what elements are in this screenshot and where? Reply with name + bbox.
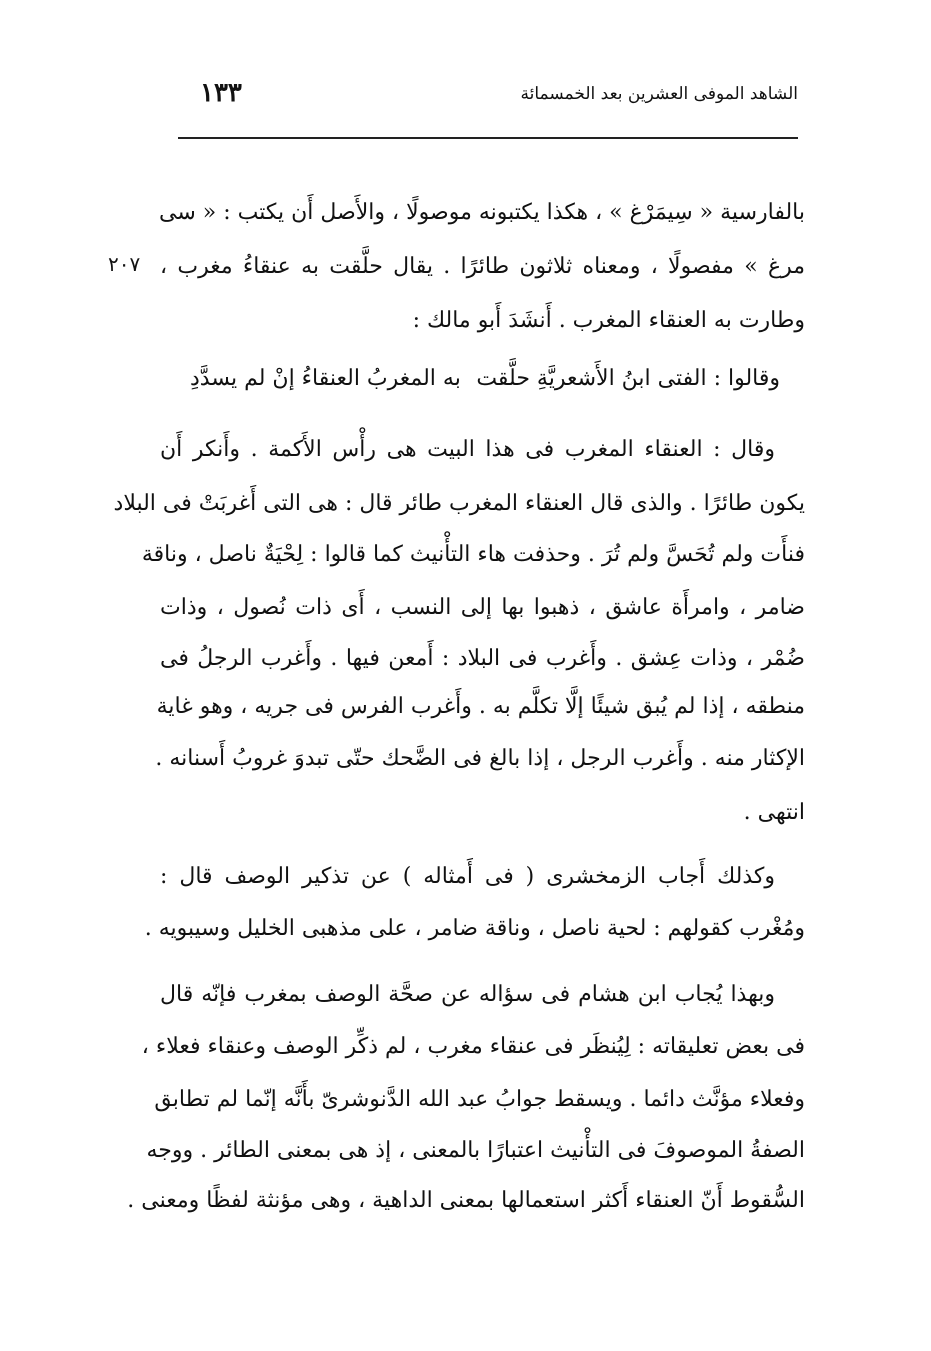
text-line: ضُمْر ، وذات عِشق . وأَغرب فى البلاد : أَمعن فيها . وأَغرب الرجلُ فى (160, 646, 805, 671)
text-line: ضامر ، وامرأَة عاشق ، ذهبوا بها إلى النسب ، أَى ذات نُصول ، وذات (160, 595, 805, 620)
text-line: الصفةُ الموصوفَ فى التأْنيث اعتبارًا بالمعنى ، إذ هى بمعنى الطائر . ووجه (146, 1138, 805, 1163)
text-line: وكذلك أَجاب الزمخشرى ( فى أَمثاله ) عن تذكير الوصف قال : (160, 864, 775, 889)
text-line: انتهى . (743, 800, 805, 825)
text-line: ومُغْرب كقولهم : لحية ناصل ، وناقة ضامر ، على مذهبى الخليل وسيبويه . (144, 916, 805, 941)
text-line: وفعلاء مؤنَّث دائما . ويسقط جوابُ عبد الله الدَّنوشرىّ بأَنَّه إنّما لم تطابق (154, 1087, 805, 1112)
page-number: ١٣٣ (200, 78, 242, 108)
page-header (178, 78, 798, 118)
text-line: فى بعض تعليقاته : لِيُنظَر فى عنقاء مغرب ، لم ذكِّر الوصف وعنقاء فعلاء ، (141, 1034, 805, 1059)
verse-second-hemistich: به المغربُ العنقاءُ إنْ لم يسدَّدِ (190, 366, 461, 391)
text-line: الإكثار منه . وأَغرب الرجل ، إذا بالغ فى الضَّحك حتّى تبدوَ غروبُ أَسنانه . (155, 746, 805, 771)
text-line: وبهذا يُجاب ابن هشام فى سؤاله عن صحَّة الوصف بمغرب فإنّه قال (160, 982, 775, 1007)
margin-note: ٢٠٧ (108, 252, 141, 276)
header-rule (178, 137, 798, 139)
verse-first-hemistich: وقالوا : الفتى ابنُ الأَشعريَّةِ حلَّقت (476, 366, 780, 391)
text-line: يكون طائرًا . والذى قال العنقاء المغرب طائر قال : هى التى أَغربَتْ فى البلاد (113, 491, 805, 516)
text-line: السُّقوط أَنّ العنقاء أَكثر استعمالها بمعنى الداهية ، وهى مؤنثة لفظًا ومعنى . (127, 1188, 805, 1213)
poetry-verse (190, 366, 780, 398)
text-line: بالفارسية « سِيمَرْغ » ، هكذا يكتبونه موصولًا ، والأَصل أَن يكتب : « سى (159, 200, 805, 225)
text-line: وقال : العنقاء المغرب فى هذا البيت هى رأْس الأَكمة . وأَنكر أَن (160, 437, 775, 462)
running-title: الشاهد الموفى العشرين بعد الخمسمائة (520, 84, 798, 104)
text-line: منطقه ، إذا لم يُبق شيئًا إلَّا تكلَّم به . وأَغرب الفرس فى جريه ، وهو غاية (156, 694, 805, 719)
text-line: فنأَت ولم تُحَسَّ ولم تُرَ . وحذفت هاء التأْنيث كما قالوا : لِحْيَةٌ ناصل ، وناقة (141, 542, 805, 567)
text-line: مرغ » مفصولًا ، ومعناه ثلاثون طائرًا . يقال حلَّقت به عنقاءُ مغرب ، (160, 254, 805, 279)
text-line: وطارت به العنقاء المغرب . أَنشَدَ أَبو مالك : (412, 308, 805, 333)
